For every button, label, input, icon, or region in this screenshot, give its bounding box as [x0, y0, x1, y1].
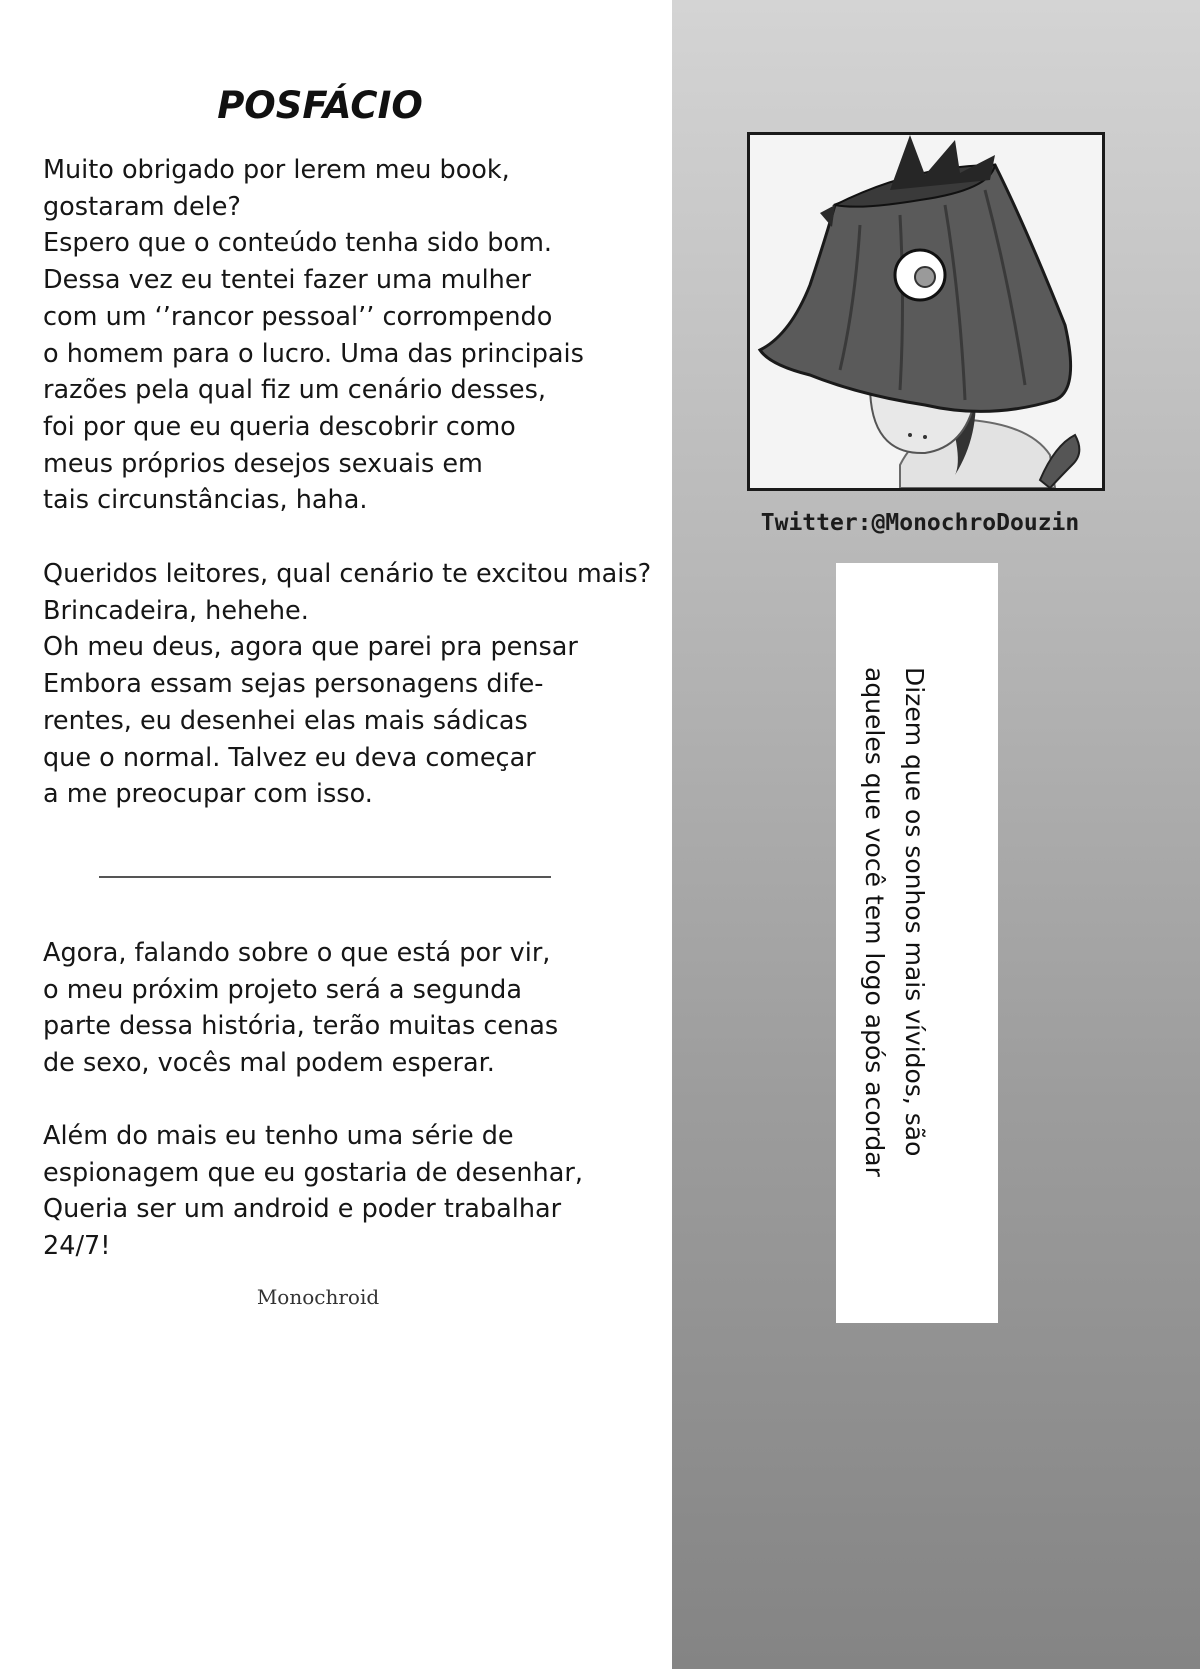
author-avatar [747, 132, 1105, 491]
text-line: espionagem que eu gostaria de desenhar, [43, 1157, 583, 1188]
text-line: parte dessa história, terão muitas cenas [43, 1011, 559, 1042]
text-line: de sexo, vocês mal podem esperar. [43, 1048, 495, 1079]
text-line: meus próprios desejos sexuais em [43, 448, 483, 479]
text-line: gostaram dele? [43, 191, 241, 222]
paragraph-4 [43, 1118, 663, 1265]
text-line: Muito obrigado por lerem meu book, [43, 155, 510, 185]
twitter-handle: Twitter:@MonochroDouzin [760, 510, 1080, 536]
text-line: Queridos leitores, qual cenário te excitou mais? [43, 559, 652, 589]
text-line: tais circunstâncias, haha. [43, 485, 368, 516]
text-line: Dessa vez eu tentei fazer uma mulher [43, 265, 531, 296]
text-line: que o normal. Talvez eu deva começar [43, 742, 536, 773]
text-line: Embora essam sejas personagens dife- [43, 669, 544, 700]
page-title: POSFÁCIO [217, 84, 423, 127]
text-line: o meu próxim projeto será a segunda [43, 974, 522, 1005]
text-line: com um ‘’rancor pessoal’’ corrompendo [43, 301, 553, 332]
text-line: o homem para o lucro. Uma das principais [43, 338, 584, 369]
text-line: Brincadeira, hehehe. [43, 595, 309, 626]
vertical-quote [854, 667, 934, 1177]
text-line: Além do mais eu tenho uma série de [43, 1121, 514, 1151]
text-line: rentes, eu desenhei elas mais sádicas [43, 705, 528, 736]
quote-line: aqueles que você tem logo após acordar [860, 667, 889, 1177]
text-line: a me preocupar com isso. [43, 779, 373, 810]
text-line: razões pela qual fiz um cenário desses, [43, 375, 546, 406]
text-line: Oh meu deus, agora que parei pra pensar [43, 632, 578, 663]
paragraph-1 [43, 152, 663, 519]
quote-box [836, 563, 998, 1323]
section-divider [99, 876, 551, 878]
text-line: Queria ser um android e poder trabalhar [43, 1194, 562, 1225]
text-line: 24/7! [43, 1231, 111, 1262]
text-line: Agora, falando sobre o que está por vir, [43, 938, 551, 968]
paragraph-3 [43, 935, 663, 1082]
text-line: Espero que o conteúdo tenha sido bom. [43, 228, 553, 259]
mushroom-hat-character-illustration [750, 135, 1102, 488]
quote-line: Dizem que os sonhos mais vívidos, são [900, 667, 929, 1157]
text-line: foi por que eu queria descobrir como [43, 411, 516, 442]
author-signature: Monochroid [256, 1285, 380, 1309]
paragraph-2 [43, 556, 663, 813]
